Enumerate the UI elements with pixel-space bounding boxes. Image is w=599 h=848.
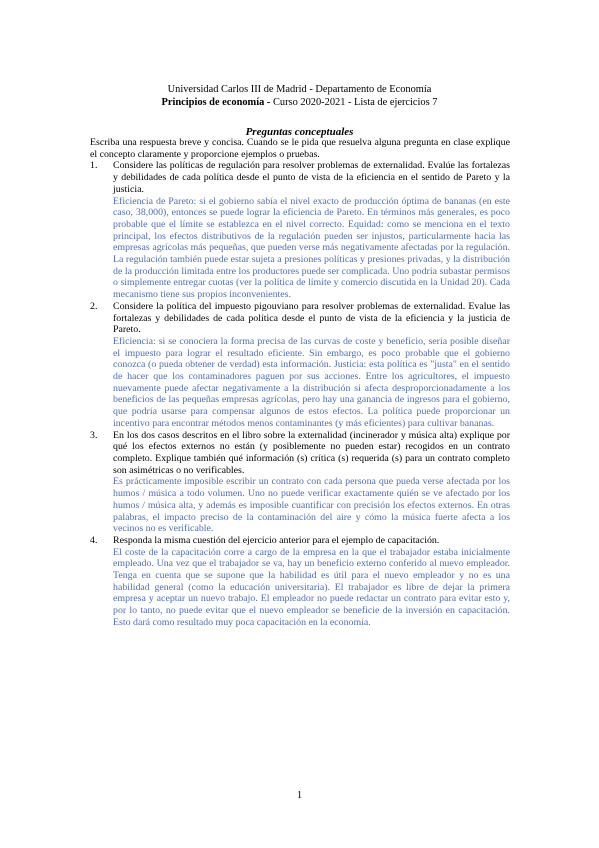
answer-text: Eficiencia: si se conociera la forma precisa de las curvas de coste y beneficio, sería posible diseñar el impuesto para lograr el resultado eficiente. Sin embargo, es poco probable que el gobierno conozca (o pueda obtener de verdad) esta información. Justicia: esta política es "justa" en el sentido de hacer que los contaminadores paguen por sus acciones. Entre los agricultores, el impuesto nuevamente puede afectar negativamente a la distribución si afecta desproporcionadamente a los beneficios de las pequeñas empresas agrícolas, pero hay una ganancia de ingresos para el gobierno, que podría usarse para compensar algunos de estos efectos. La política puede proporcionar un incentivo para encontrar métodos menos contaminantes (y más eficientes) para cultivar bananas. bbox=[113, 335, 510, 429]
list-item bbox=[90, 430, 510, 535]
answer-text: Eficiencia de Pareto: si el gobierno sabía el nivel exacto de producción óptima de bananas (en este caso, 38,000), entonces se puede lograr la eficiencia de Pareto. En términos más generales, es poco probable que el límite se establezca en el nivel correcto. Equidad: como se menciona en el texto principal, los efectos distributivos de la regulación pueden ser injustos, particularmente hacia las empresas agrícolas más pequeñas, que pueden verse más negativamente afectadas por la regulación. La regulación también puede estar sujeta a presiones políticas y presiones privadas, y la distribución de la producción limitada entre los productores puede ser complicada. Uno podría subastar permisos o simplemente entregar cuotas (ver la política de límite y comercio discutida en la Unidad 20). Cada mecanismo tiene sus propios inconvenientes. bbox=[113, 195, 510, 301]
list-item bbox=[90, 301, 510, 430]
item-number: 1. bbox=[90, 160, 98, 172]
answer-text: Es prácticamente imposible escribir un contrato con cada persona que pueda verse afectada por los humos / música a todo volumen. Uno no puede verificar exactamente quién se ve afectado por los humos / música alta, y además es imposible cuantificar con precisión los efectos externos. En otras palabras, el impacto preciso de la contaminación del aire y cómo la música fuerte afecta a los vecinos no es verificable. bbox=[113, 476, 510, 535]
course-line bbox=[0, 97, 599, 110]
item-number: 3. bbox=[90, 429, 98, 441]
question-text: Considere las políticas de regulación para resolver problemas de externalidad. Evalúe las fortalezas y debilidades de cada política desde el punto de vista de la eficiencia en el sentido de Pareto y la justicia. bbox=[113, 160, 510, 195]
section-title: Preguntas conceptuales bbox=[245, 126, 354, 138]
institution-line: Universidad Carlos III de Madrid - Departamento de Economía bbox=[167, 84, 432, 95]
course-details: Curso 2020-2021 - Lista de ejercicios 7 bbox=[270, 96, 438, 108]
item-number: 2. bbox=[90, 300, 98, 312]
list-item bbox=[90, 535, 510, 629]
page-number: 1 bbox=[296, 790, 303, 801]
question-text: En los dos casos descritos en el libro sobre la externalidad (incinerador y música alta) explique por qué los efectos externos no están (y posiblemente no pueden estar) recogidos en un contrato completo. Explique también qué información (s) crítica (s) requerida (s) para un contrato completo son asimétricas o no verificables. bbox=[113, 429, 510, 476]
list-item bbox=[90, 160, 510, 300]
item-number: 4. bbox=[90, 534, 98, 546]
question-text: Responda la misma cuestión del ejercicio anterior para el ejemplo de capacitación. bbox=[113, 534, 440, 546]
instructions-paragraph: Escriba una respuesta breve y concisa. Cuando se le pida que resuelva alguna pregunta en clase explique el concepto claramente y proporcione ejemplos o pruebas. bbox=[90, 137, 510, 160]
answer-text: El coste de la capacitación corre a cargo de la empresa en la que el trabajador estaba inicialmente empleado. Una vez que el trabajador se va, hay un beneficio externo conferido al nuevo empleador. Tenga en cuenta que se supone que la habilidad es útil para el nuevo empleador y no es una habilidad general (como la educación universitaria). El trabajador es libre de dejar la primera empresa y aceptar un nuevo trabajo. El empleador no puede redactar un contrato para evitar esto y, por lo tanto, no puede evitar que el nuevo empleador se beneficie de la inversión en capacitación. Esto dará como resultado muy poca capacitación en la economía. bbox=[113, 546, 510, 628]
course-title: Principios de economía - bbox=[161, 96, 271, 108]
exercise-list bbox=[90, 137, 510, 629]
question-text: Considere la política del impuesto pigouviano para resolver problemas de externalidad. Evalue las fortalezas y debilidades de cada política desde el punto de vista de la eficiencia y la justicia de Pareto. bbox=[113, 300, 510, 336]
document-header bbox=[0, 84, 599, 109]
